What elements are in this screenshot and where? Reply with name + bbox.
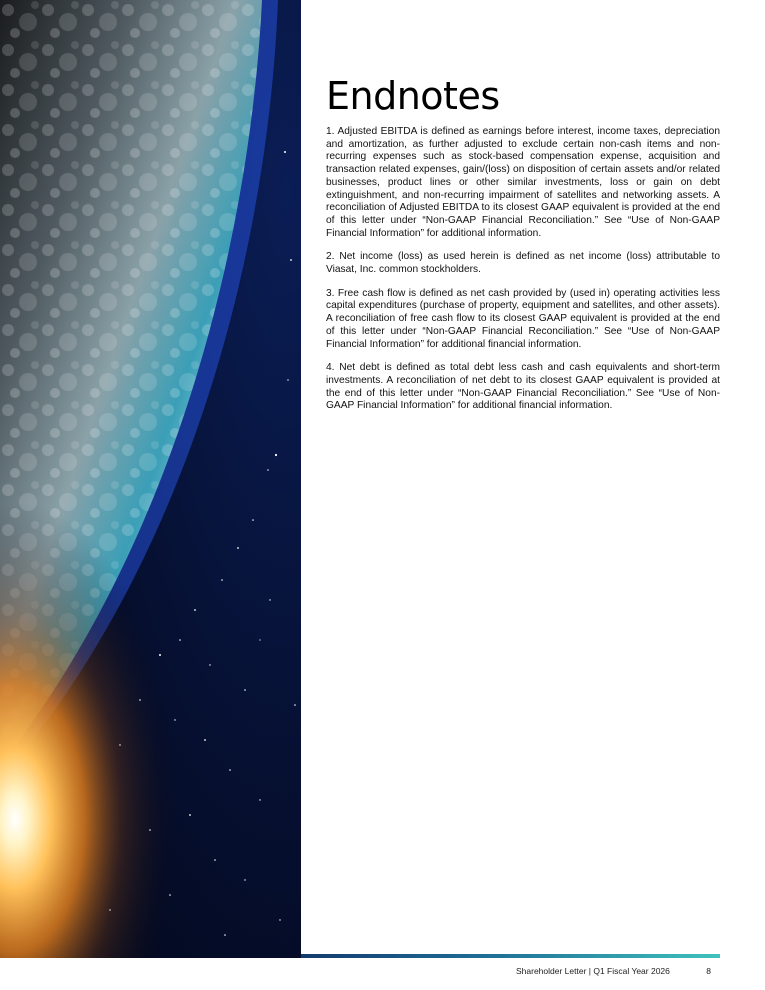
page-footer bbox=[516, 966, 711, 976]
endnote-4: 4. Net debt is defined as total debt less cash and cash equivalents and short-term investments. A reconciliation of net debt to its closest GAAP equivalent is provided at the end of this letter under “Non-GAAP Financial Reconciliation.” See “Use of Non-GAAP Financial Information” for additional financial information. bbox=[326, 362, 720, 412]
earth-from-space-image bbox=[0, 0, 301, 958]
page-number: 8 bbox=[706, 966, 711, 976]
endnote-1: 1. Adjusted EBITDA is defined as earnings before interest, income taxes, depreciation and amortization, as further adjusted to exclude certain non-cash items and non-recurring expenses such as stock-based compensation expense, acquisition and transaction related expenses, gain/(loss) on disposition of certain assets and/or related businesses, product lines or other similar investments, loss or gain on debt extinguishment, and non-recurring impairment of satellites and networking assets. A reconciliation of Adjusted EBITDA to its closest GAAP equivalent is provided at the end of this letter under “Non-GAAP Financial Reconciliation.” See “Use of Non-GAAP Financial Information” for additional information. bbox=[326, 126, 720, 239]
endnotes-section bbox=[326, 70, 720, 424]
endnote-2: 2. Net income (loss) as used herein is defined as net income (loss) attributable to Viasat, Inc. common stockholders. bbox=[326, 251, 720, 276]
endnote-3: 3. Free cash flow is defined as net cash provided by (used in) operating activities less capital expenditures (purchase of property, equipment and satellites, and other assets). A reconciliation of free cash flow to its closest GAAP equivalent is provided at the end of this letter under “Non-GAAP Financial Reconciliation.” See “Use of Non-GAAP Financial Information” for additional financial information. bbox=[326, 287, 720, 350]
footer-divider bbox=[301, 954, 720, 958]
footer-label: Shareholder Letter | Q1 Fiscal Year 2026 bbox=[516, 966, 670, 976]
page-title: Endnotes bbox=[326, 74, 500, 118]
